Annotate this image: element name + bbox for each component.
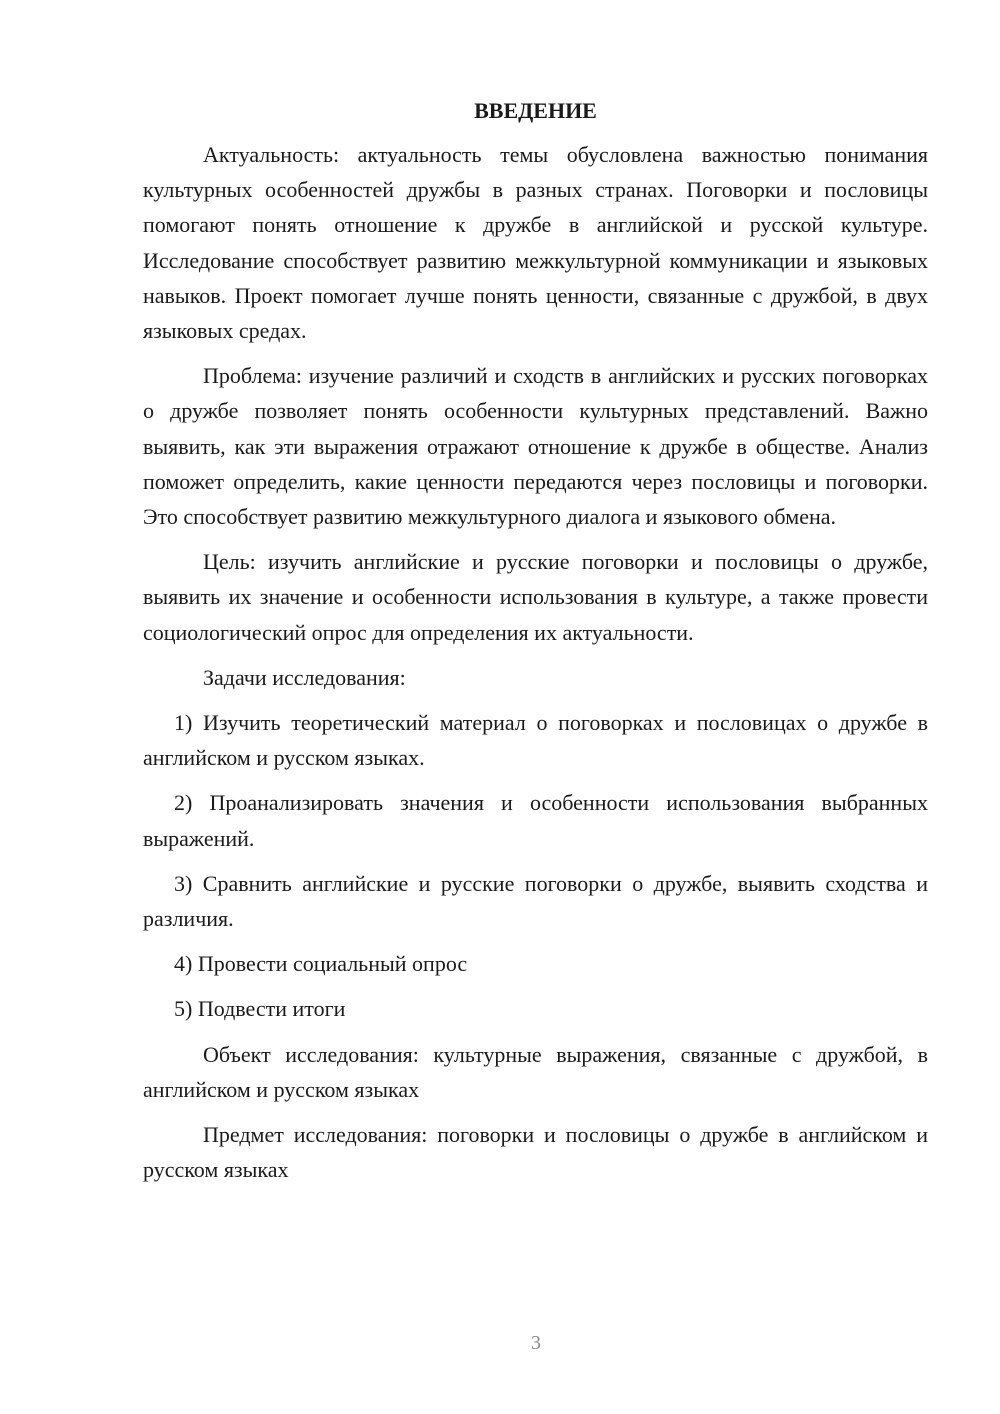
object-paragraph: Объект исследования: культурные выражения, связанные с дружбой, в английском и русском языках	[143, 1041, 928, 1102]
section-title: ВВЕДЕНИЕ	[474, 98, 597, 123]
task-item: 2) Проанализировать значения и особенности использования выбранных выражений.	[143, 790, 928, 851]
task-item: 3) Сравнить английские и русские поговорки о дружбе, выявить сходства и различия.	[143, 870, 928, 932]
problem-paragraph: Проблема: изучение различий и сходств в английских и русских поговорках о дружбе позволяет понять особенности культурных представлений. Важно выявить, как эти выражения отражают отношение к дружбе в обществе. Анализ поможет определить, какие ценности передаются через пословицы и поговорки. Это способствует развитию межкультурного диалога и языкового обмена.	[143, 363, 928, 530]
tasks-heading: Задачи исследования:	[203, 664, 406, 690]
document-page	[143, 95, 928, 1197]
task-item: 1) Изучить теоретический материал о поговорках и пословицах о дружбе в английском и русском языках.	[143, 710, 928, 771]
task-item: 4) Провести социальный опрос	[174, 951, 468, 977]
relevance-paragraph: Актуальность: актуальность темы обусловлена важностью понимания культурных особенностей дружбы в разных странах. Поговорки и пословицы помогают понять отношение к дружбе в английской и русской культуре. Исследование способствует развитию межкультурной коммуникации и языковых навыков. Проект помогает лучше понять ценности, связанные с дружбой, в двух языковых средах.	[143, 142, 928, 344]
goal-paragraph: Цель: изучить английские и русские поговорки и пословицы о дружбе, выявить их значение и особенности использования в культуре, а также провести социологический опрос для определения их актуальности.	[143, 549, 928, 645]
page-number: 3	[531, 1332, 541, 1354]
task-item: 5) Подвести итоги	[174, 996, 346, 1022]
subject-paragraph: Предмет исследования: поговорки и пословицы о дружбе в английском и русском языках	[143, 1122, 928, 1183]
